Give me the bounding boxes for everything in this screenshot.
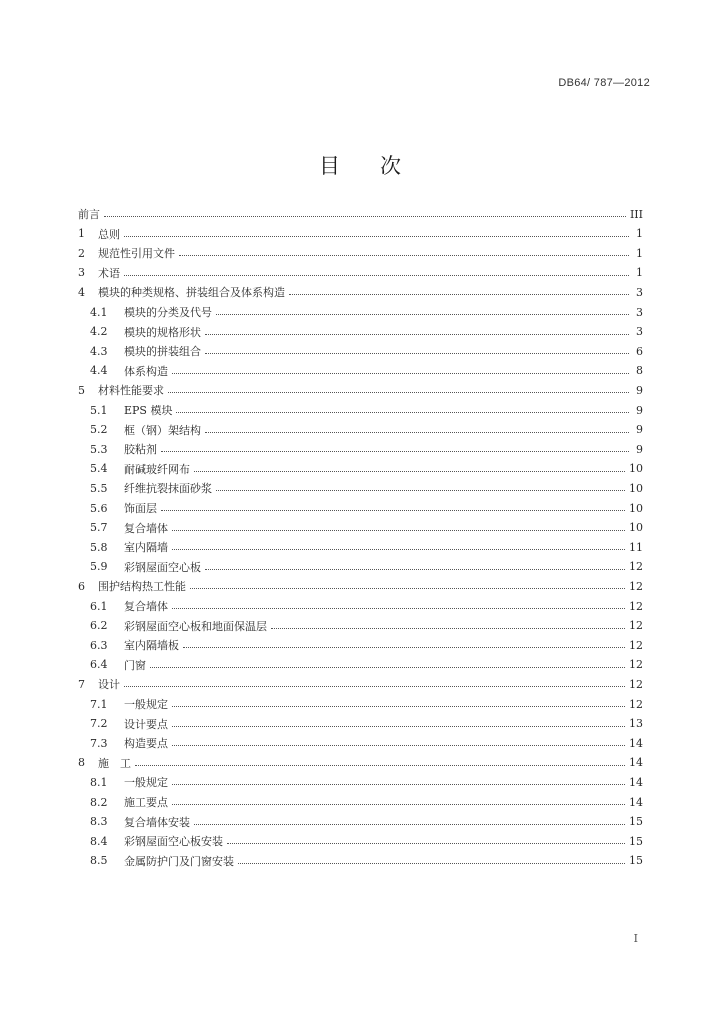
toc-entry[interactable] xyxy=(78,381,643,399)
toc-entry[interactable] xyxy=(90,421,643,439)
toc-leader-dots xyxy=(161,440,629,452)
toc-entry[interactable] xyxy=(90,636,643,654)
toc-leader-dots xyxy=(172,773,625,785)
toc-entry-number: 5.8 xyxy=(90,540,108,554)
toc-entry-title: 饰面层 xyxy=(124,502,157,515)
toc-entry[interactable] xyxy=(78,225,643,243)
toc-entry[interactable] xyxy=(78,244,643,262)
toc-entry-number: 5.6 xyxy=(90,501,108,515)
toc-entry-title: 框（钢）架结构 xyxy=(124,423,201,437)
toc-entry-title: 规范性引用文件 xyxy=(98,247,175,261)
toc-entry-page: 12 xyxy=(629,599,643,613)
toc-entry[interactable] xyxy=(90,479,643,497)
toc-entry-page: 10 xyxy=(629,501,643,515)
toc-entry[interactable] xyxy=(90,499,643,517)
toc-entry-page: 12 xyxy=(629,619,643,633)
toc-entry-title: 施工要点 xyxy=(124,796,168,809)
toc-entry-page: 12 xyxy=(629,579,643,593)
toc-entry[interactable] xyxy=(90,401,643,419)
toc-entry[interactable] xyxy=(78,205,643,223)
toc-entry-number: 4.1 xyxy=(90,305,108,319)
toc-entry[interactable] xyxy=(90,793,643,811)
toc-entry[interactable] xyxy=(90,695,643,713)
toc-entry-number: 6.3 xyxy=(90,638,108,652)
toc-entry-page: 8 xyxy=(636,364,643,378)
toc-entry-page: 11 xyxy=(629,540,643,554)
toc-entry-title: 室内隔墙板 xyxy=(124,639,179,653)
toc-entry-number: 4.2 xyxy=(90,325,108,339)
toc-leader-dots xyxy=(289,283,629,295)
toc-entry-page: 9 xyxy=(636,442,643,456)
toc-entry[interactable] xyxy=(78,754,643,772)
toc-entry[interactable] xyxy=(78,577,643,595)
toc-entry[interactable] xyxy=(90,813,643,831)
toc-entry-number: 3 xyxy=(78,266,85,280)
toc-entry-number: 5.7 xyxy=(90,521,108,535)
standard-code: DB64/ 787—2012 xyxy=(558,77,650,89)
toc-leader-dots xyxy=(205,558,625,570)
toc-entry-title: 纤维抗裂抹面砂浆 xyxy=(124,482,212,496)
toc-entry-page: 12 xyxy=(629,697,643,711)
page-title-char-1: 目 xyxy=(319,154,340,178)
toc-entry-title: 材料性能要求 xyxy=(98,384,164,398)
toc-entry-title: 室内隔墙 xyxy=(124,541,168,555)
toc-leader-dots xyxy=(238,852,625,864)
toc-entry-number: 4.4 xyxy=(90,364,108,378)
toc-entry-page: 9 xyxy=(636,383,643,397)
toc-entry-number: 5.4 xyxy=(90,462,108,476)
toc-entry[interactable] xyxy=(90,852,643,870)
toc-entry-number: 4.3 xyxy=(90,344,108,358)
toc-leader-dots xyxy=(172,715,625,727)
toc-leader-dots xyxy=(150,656,625,668)
toc-entry-title: 模块的拼装组合 xyxy=(124,345,201,359)
toc-entry-title: 一般规定 xyxy=(124,698,168,711)
toc-entry-number: 6 xyxy=(78,579,85,593)
toc-entry-title: 术语 xyxy=(98,266,120,280)
toc-leader-dots xyxy=(172,695,625,707)
toc-entry-number: 1 xyxy=(78,227,85,241)
toc-entry[interactable] xyxy=(90,832,643,850)
toc-leader-dots xyxy=(161,499,625,511)
toc-entry-title: 金属防护门及门窗安装 xyxy=(124,854,234,868)
toc-leader-dots xyxy=(216,479,625,491)
toc-entry-page: 15 xyxy=(629,854,643,868)
toc-entry[interactable] xyxy=(90,597,643,615)
toc-entry-number: 2 xyxy=(78,246,85,260)
toc-leader-dots xyxy=(124,225,629,237)
toc-leader-dots xyxy=(124,264,629,276)
toc-entry-page: 3 xyxy=(636,325,643,339)
toc-leader-dots xyxy=(190,577,625,589)
toc-entry-number: 5.1 xyxy=(90,403,108,417)
toc-entry-page: 15 xyxy=(629,815,643,829)
toc-leader-dots xyxy=(183,636,625,648)
toc-entry-page: 14 xyxy=(629,795,643,809)
toc-entry-title: 复合墙体 xyxy=(124,521,168,535)
toc-leader-dots xyxy=(124,675,625,687)
toc-entry-number: 7.3 xyxy=(90,736,108,750)
toc-entry[interactable] xyxy=(90,558,643,576)
toc-entry-title: 设计 xyxy=(98,678,120,692)
toc-entry-page: 1 xyxy=(636,266,643,280)
toc-entry-title: 复合墙体安装 xyxy=(124,815,190,829)
toc-entry-number: 5.9 xyxy=(90,560,108,574)
toc-entry-number: 8.3 xyxy=(90,815,108,829)
toc-entry-title: 彩钢屋面空心板 xyxy=(124,560,201,574)
toc-leader-dots xyxy=(194,460,625,472)
toc-entry-title: 构造要点 xyxy=(124,737,168,751)
toc-leader-dots xyxy=(205,421,629,433)
toc-entry-page: III xyxy=(629,207,643,221)
toc-entry-title: 模块的种类规格、拼装组合及体系构造 xyxy=(98,286,285,300)
toc-entry-title: 总则 xyxy=(98,227,120,241)
toc-leader-dots xyxy=(172,538,625,550)
toc-entry-number: 7.1 xyxy=(90,697,108,711)
toc-entry-title: 围护结构热工性能 xyxy=(98,580,186,594)
toc-entry-number: 8 xyxy=(78,756,85,770)
toc-entry-title: 彩钢屋面空心板和地面保温层 xyxy=(124,619,267,633)
toc-entry-page: 15 xyxy=(629,834,643,848)
toc-entry-title: 前言 xyxy=(78,208,100,221)
toc-entry-page: 3 xyxy=(636,285,643,299)
toc-entry[interactable] xyxy=(90,323,643,341)
toc-entry[interactable] xyxy=(90,440,643,458)
toc-entry-page: 12 xyxy=(629,658,643,672)
toc-entry-title: 施 工 xyxy=(98,756,131,770)
toc-leader-dots xyxy=(205,323,629,335)
toc-entry-title: 一般规定 xyxy=(124,776,168,790)
toc-entry-title: 彩钢屋面空心板安装 xyxy=(124,835,223,849)
toc-entry-page: 9 xyxy=(636,423,643,437)
toc-leader-dots xyxy=(227,832,625,844)
toc-entry[interactable] xyxy=(78,264,643,282)
toc-entry-page: 1 xyxy=(636,227,643,241)
toc-entry-number: 7.2 xyxy=(90,717,108,731)
toc-entry[interactable] xyxy=(90,715,643,733)
toc-entry-number: 8.2 xyxy=(90,795,108,809)
page-title xyxy=(0,150,720,180)
toc-entry-number: 4 xyxy=(78,285,85,299)
toc-entry-page: 3 xyxy=(636,305,643,319)
toc-entry[interactable] xyxy=(90,342,643,360)
toc-entry-title: 胶粘剂 xyxy=(124,443,157,457)
toc-entry[interactable] xyxy=(90,617,643,635)
toc-entry-number: 7 xyxy=(78,677,85,691)
toc-entry-page: 13 xyxy=(629,717,643,731)
toc-entry-page: 10 xyxy=(629,481,643,495)
toc-leader-dots xyxy=(172,519,625,531)
toc-entry[interactable] xyxy=(90,362,643,380)
toc-entry-title: 设计要点 xyxy=(124,717,168,731)
toc-leader-dots xyxy=(168,381,629,393)
toc-entry-title: 体系构造 xyxy=(124,364,168,378)
page-title-char-2: 次 xyxy=(380,154,401,178)
toc-entry-page: 12 xyxy=(629,560,643,574)
toc-entry-page: 12 xyxy=(629,638,643,652)
toc-leader-dots xyxy=(271,617,625,629)
toc-entry-title: EPS 模块 xyxy=(124,404,173,417)
toc-entry-number: 5.2 xyxy=(90,423,108,437)
toc-entry-number: 6.1 xyxy=(90,599,108,613)
toc-entry[interactable] xyxy=(90,460,643,478)
toc-entry[interactable] xyxy=(90,773,643,791)
toc-entry-page: 6 xyxy=(636,344,643,358)
toc-leader-dots xyxy=(179,244,629,256)
toc-entry-number: 6.2 xyxy=(90,619,108,633)
toc-entry-page: 14 xyxy=(629,756,643,770)
toc-leader-dots xyxy=(194,813,625,825)
toc-entry[interactable] xyxy=(90,734,643,752)
toc-entry-number: 5.3 xyxy=(90,442,108,456)
toc-leader-dots xyxy=(135,754,625,766)
toc-leader-dots xyxy=(176,401,629,413)
toc-leader-dots xyxy=(216,303,629,315)
toc-entry-page: 1 xyxy=(636,246,643,260)
toc-entry-page: 9 xyxy=(636,403,643,417)
toc-entry-title: 复合墙体 xyxy=(124,600,168,613)
toc-entry-title: 模块的规格形状 xyxy=(124,325,201,339)
toc-leader-dots xyxy=(172,597,625,609)
toc-entry-number: 6.4 xyxy=(90,658,108,672)
toc-entry-page: 14 xyxy=(629,775,643,789)
toc-entry-page: 12 xyxy=(629,677,643,691)
toc-entry-title: 门窗 xyxy=(124,658,146,672)
toc-entry-page: 10 xyxy=(629,521,643,535)
toc-entry-title: 模块的分类及代号 xyxy=(124,306,212,319)
toc-entry-number: 5 xyxy=(78,383,85,397)
toc-leader-dots xyxy=(172,793,625,805)
toc-entry[interactable] xyxy=(90,538,643,556)
toc-entry-number: 8.5 xyxy=(90,854,108,868)
toc-entry[interactable] xyxy=(78,283,643,301)
toc-entry-title: 耐碱玻纤网布 xyxy=(124,462,190,476)
toc-leader-dots xyxy=(205,342,629,354)
toc-entry-page: 14 xyxy=(629,736,643,750)
toc-leader-dots xyxy=(104,205,626,217)
toc-entry[interactable] xyxy=(90,519,643,537)
toc-entry[interactable] xyxy=(78,675,643,693)
page-number: I xyxy=(633,932,638,945)
toc-entry[interactable] xyxy=(90,656,643,674)
toc-entry[interactable] xyxy=(90,303,643,321)
toc-entry-number: 8.4 xyxy=(90,834,108,848)
toc-leader-dots xyxy=(172,362,629,374)
toc-entry-page: 10 xyxy=(629,462,643,476)
toc-leader-dots xyxy=(172,734,625,746)
toc-entry-number: 5.5 xyxy=(90,481,108,495)
toc-entry-number: 8.1 xyxy=(90,775,108,789)
